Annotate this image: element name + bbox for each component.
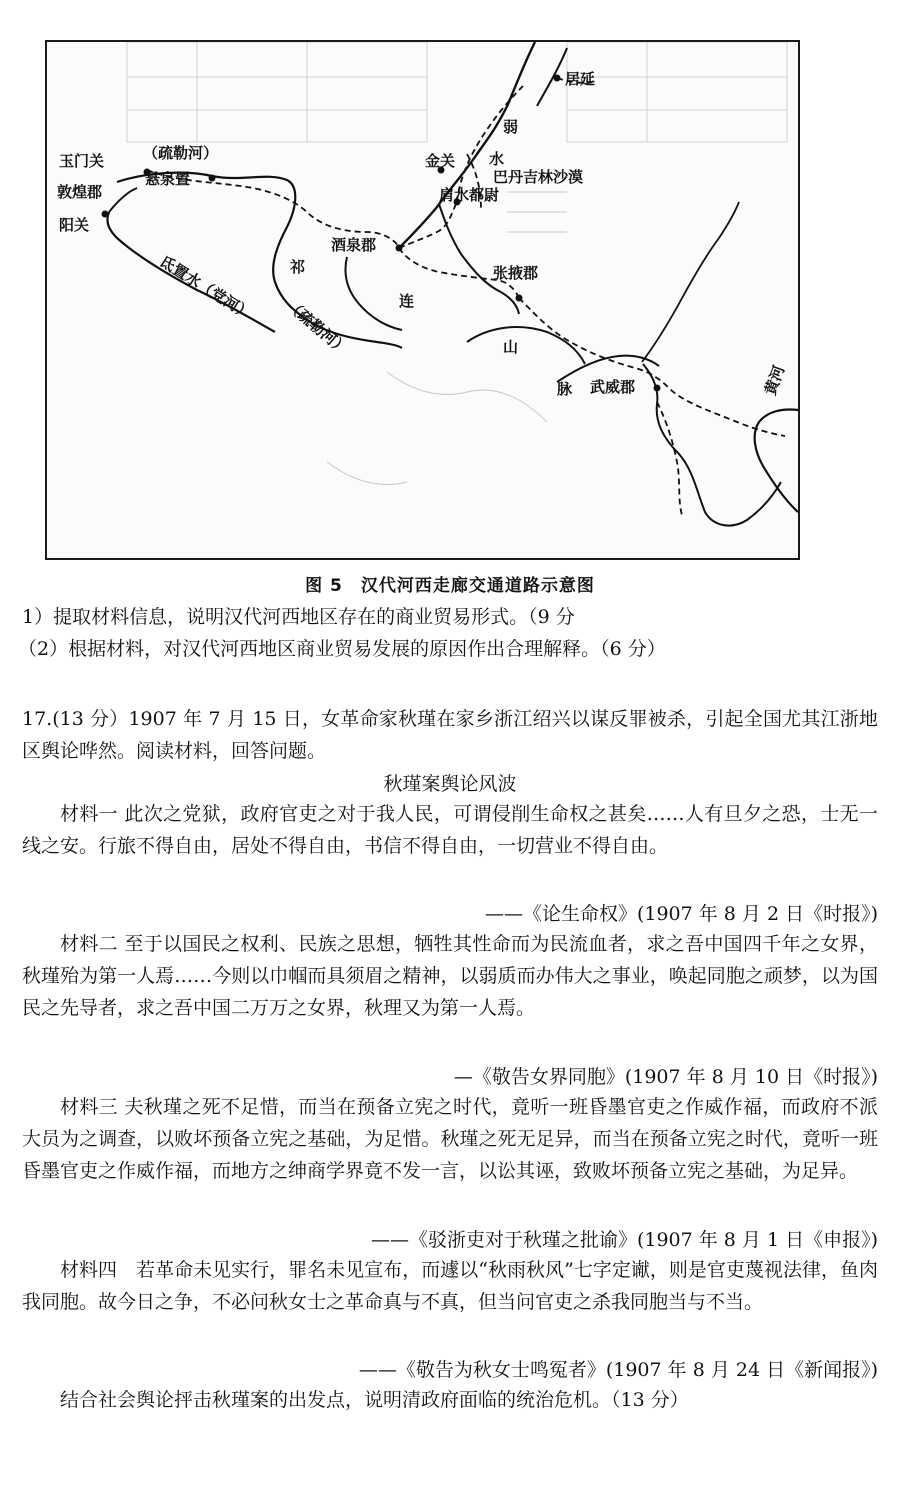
label-shule-north: （疏勒河） bbox=[143, 144, 219, 162]
jiuquan-river bbox=[346, 257, 403, 330]
q17-question: 结合社会舆论抨击秋瑾案的出发点，说明清政府面临的统治危机。（13 分） bbox=[60, 1389, 689, 1411]
q17-intro: 17.(13 分）1907 年 7 月 15 日，女革命家秋瑾在家乡浙江绍兴以谋反罪被杀，引起全国尤其江浙地区舆论哗然。阅读材料，回答问题。 bbox=[22, 708, 878, 762]
label-mai: 脉 bbox=[557, 380, 573, 398]
q16-sub1: 1）提取材料信息，说明汉代河西地区存在的商业贸易形式。（9 分 bbox=[22, 606, 575, 628]
roads bbox=[147, 78, 789, 518]
material-3-source: ——《驳浙吏对于秋瑾之批谕》(1907 年 8 月 1 日《申报》) bbox=[370, 1229, 878, 1251]
label-ruoshui-2: 水 bbox=[489, 150, 505, 168]
figure-number: 图 5 bbox=[305, 576, 343, 596]
label-zhangye: 张掖郡 bbox=[493, 264, 539, 282]
label-jinguan: 金关 bbox=[425, 152, 456, 170]
ruoshui-river bbox=[399, 42, 535, 248]
label-yellow-river: 黄河 bbox=[761, 363, 789, 398]
label-xuanquan: 悬泉置 bbox=[145, 170, 191, 188]
label-badain-desert: 巴丹吉林沙漠 bbox=[493, 168, 584, 186]
heishui-river bbox=[439, 204, 519, 314]
zhangye-river bbox=[467, 327, 585, 364]
ruoshui-branch bbox=[537, 48, 567, 106]
label-yumenguan: 玉门关 bbox=[59, 152, 105, 170]
label-jiuquan: 酒泉郡 bbox=[331, 236, 377, 254]
label-dunhuang: 敦煌郡 bbox=[57, 183, 103, 201]
label-yangguan: 阳关 bbox=[59, 216, 90, 234]
ghost-table bbox=[127, 42, 787, 142]
wuwei-east-river bbox=[643, 364, 781, 526]
label-shan: 山 bbox=[503, 338, 519, 356]
material-4-source: ——《敬告为秋女士鸣冤者》(1907 年 8 月 24 日《新闻报》) bbox=[358, 1359, 878, 1381]
label-juyan: 居延 bbox=[565, 70, 596, 88]
settlement-dots bbox=[102, 75, 661, 392]
figure-caption bbox=[0, 571, 900, 596]
label-wuwei: 武威郡 bbox=[590, 378, 636, 396]
label-shule-south: （疏勒河） bbox=[282, 296, 352, 359]
material-3: 材料三 夫秋瑾之死不足惜，而当在预备立宪之时代，竟听一班昏墨官吏之作威作福，而政府不派大员为之调查，以败坏预备立宪之基础，为足惜。秋瑾之死无足异，而当在预备立宪之时代，竟听一班昏墨官吏之作威作福，而地方之绅商学界竟不发一言，以讼其诬，致败坏预备立宪之基础，为足异。 bbox=[22, 1096, 878, 1182]
map-drawing bbox=[47, 42, 798, 558]
q17-title: 秋瑾案舆论风波 bbox=[383, 773, 517, 795]
label-jianshui: 肩水都尉 bbox=[439, 186, 500, 204]
label-ruoshui-1: 弱 bbox=[503, 118, 519, 136]
dunhuang-loop bbox=[109, 188, 137, 212]
label-qi: 祁 bbox=[290, 258, 306, 276]
shiyang-river bbox=[642, 202, 739, 362]
map-figure bbox=[45, 40, 800, 560]
label-lian: 连 bbox=[399, 292, 415, 310]
figure-title: 汉代河西走廊交通道路示意图 bbox=[360, 576, 595, 596]
yellow-river bbox=[755, 410, 798, 513]
material-2: 材料二 至于以国民之权利、民族之思想，牺牲其性命而为民流血者，求之吾中国四千年之女界，秋瑾殆为第一人焉……今则以巾帼而具须眉之精神，以弱质而办伟大之事业，唤起同胞之顽梦，以为国民之先导者，求之吾中国二万万之女界，秋理又为第一人焉。 bbox=[22, 933, 878, 1019]
label-dang-river: 氐置水（党河） bbox=[156, 252, 256, 324]
material-1: 材料一 此次之党狱，政府官吏之对于我人民，可谓侵削生命权之甚矣……人有旦夕之恐，士无一线之安。行旅不得自由，居处不得自由，书信不得自由，一切营业不得自由。 bbox=[22, 803, 878, 857]
q16-sub2: （2）根据材料，对汉代河西地区商业贸易发展的原因作出合理解释。（6 分） bbox=[18, 638, 666, 660]
material-4: 材料四 若革命未见实行，罪名未见宣布，而遽以“秋雨秋风”七字定谳，则是官吏蔑视法律，鱼肉我同胞。故今日之争，不必问秋女士之革命真与不真，但当问官吏之杀我同胞当与不当。 bbox=[22, 1259, 878, 1313]
material-1-source: ——《论生命权》(1907 年 8 月 2 日《时报》) bbox=[484, 903, 878, 925]
material-2-source: —《敬告女界同胞》(1907 年 8 月 10 日《时报》) bbox=[453, 1066, 878, 1088]
